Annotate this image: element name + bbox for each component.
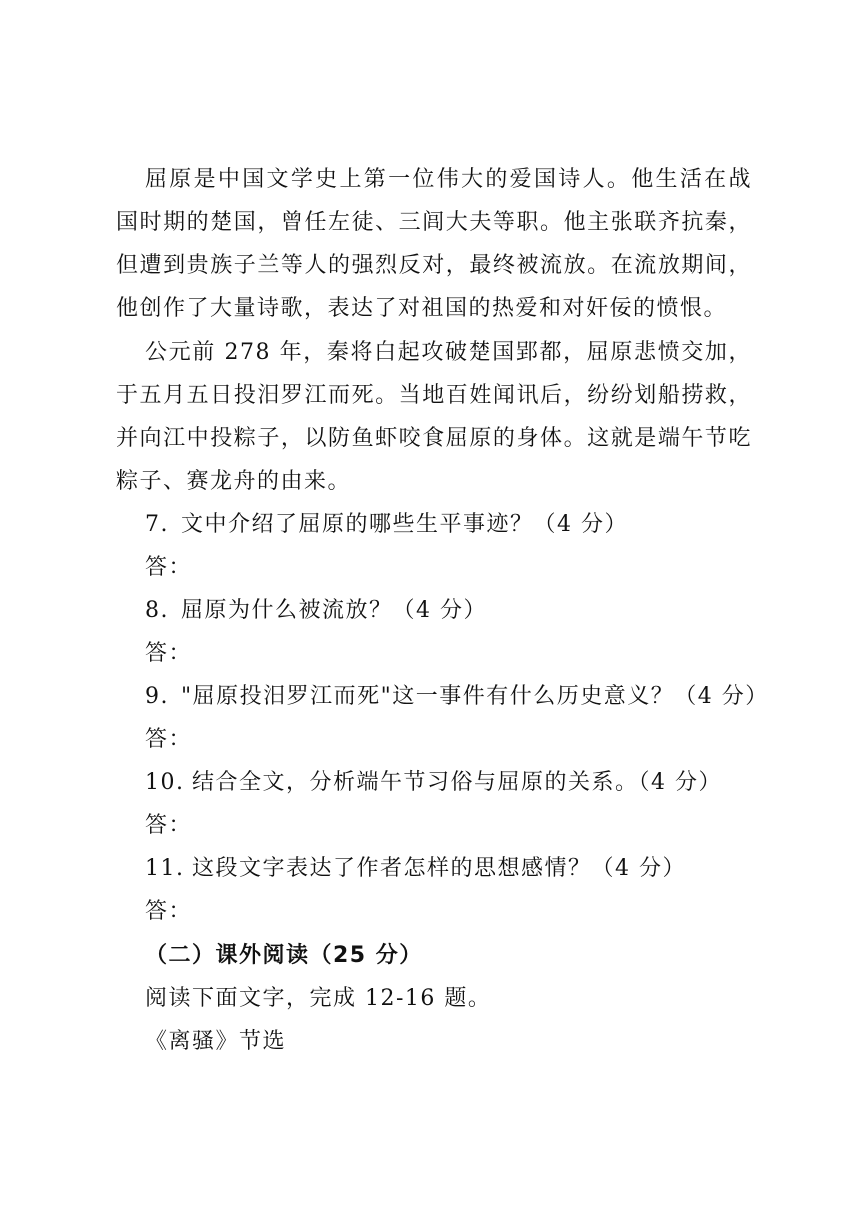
question-number: 9. (145, 684, 169, 709)
answer-label-10: 答： (145, 813, 193, 838)
question-text: "屈原投汨罗江而死"这一事件有什么历史意义？（4 分） (181, 684, 769, 709)
answer-label-9: 答： (145, 727, 193, 752)
passage-paragraph-2: 公元前 278 年，秦将白起攻破楚国郢都，屈原悲愤交加，于五月五日投汨罗江而死。当地百姓闻讯后，纷纷划船捞救，并向江中投粽子，以防鱼虾咬食屈原的身体。这就是端午节吃粽子、赛龙舟的由来。 (116, 340, 752, 494)
question-10 (145, 768, 722, 798)
question-number: 10. (145, 770, 185, 795)
answer-label-8: 答： (145, 641, 193, 666)
excerpt-title: 《离骚》节选 (145, 1029, 287, 1054)
question-number: 8. (145, 598, 169, 623)
section-instruction: 阅读下面文字，完成 12-16 题。 (145, 986, 492, 1011)
section-heading: （二）课外阅读（25 分） (145, 943, 423, 968)
question-number: 7. (145, 512, 169, 537)
question-text: 这段文字表达了作者怎样的思想感情？（4 分） (192, 856, 686, 881)
question-text: 文中介绍了屈原的哪些生平事迹？（4 分） (181, 512, 628, 537)
question-9 (145, 682, 769, 712)
question-7 (145, 510, 628, 540)
question-text: 结合全文，分析端午节习俗与屈原的关系。（4 分） (192, 770, 722, 795)
answer-label-11: 答： (145, 899, 193, 924)
question-text: 屈原为什么被流放？（4 分） (181, 598, 487, 623)
question-number: 11. (145, 856, 185, 881)
question-8 (145, 596, 487, 626)
passage-paragraph-1: 屈原是中国文学史上第一位伟大的爱国诗人。他生活在战国时期的楚国，曾任左徒、三闾大夫等职。他主张联齐抗秦，但遭到贵族子兰等人的强烈反对，最终被流放。在流放期间，他创作了大量诗歌，表达了对祖国的热爱和对奸佞的愤恨。 (116, 167, 752, 321)
answer-label-7: 答： (145, 555, 193, 580)
question-11 (145, 854, 686, 884)
